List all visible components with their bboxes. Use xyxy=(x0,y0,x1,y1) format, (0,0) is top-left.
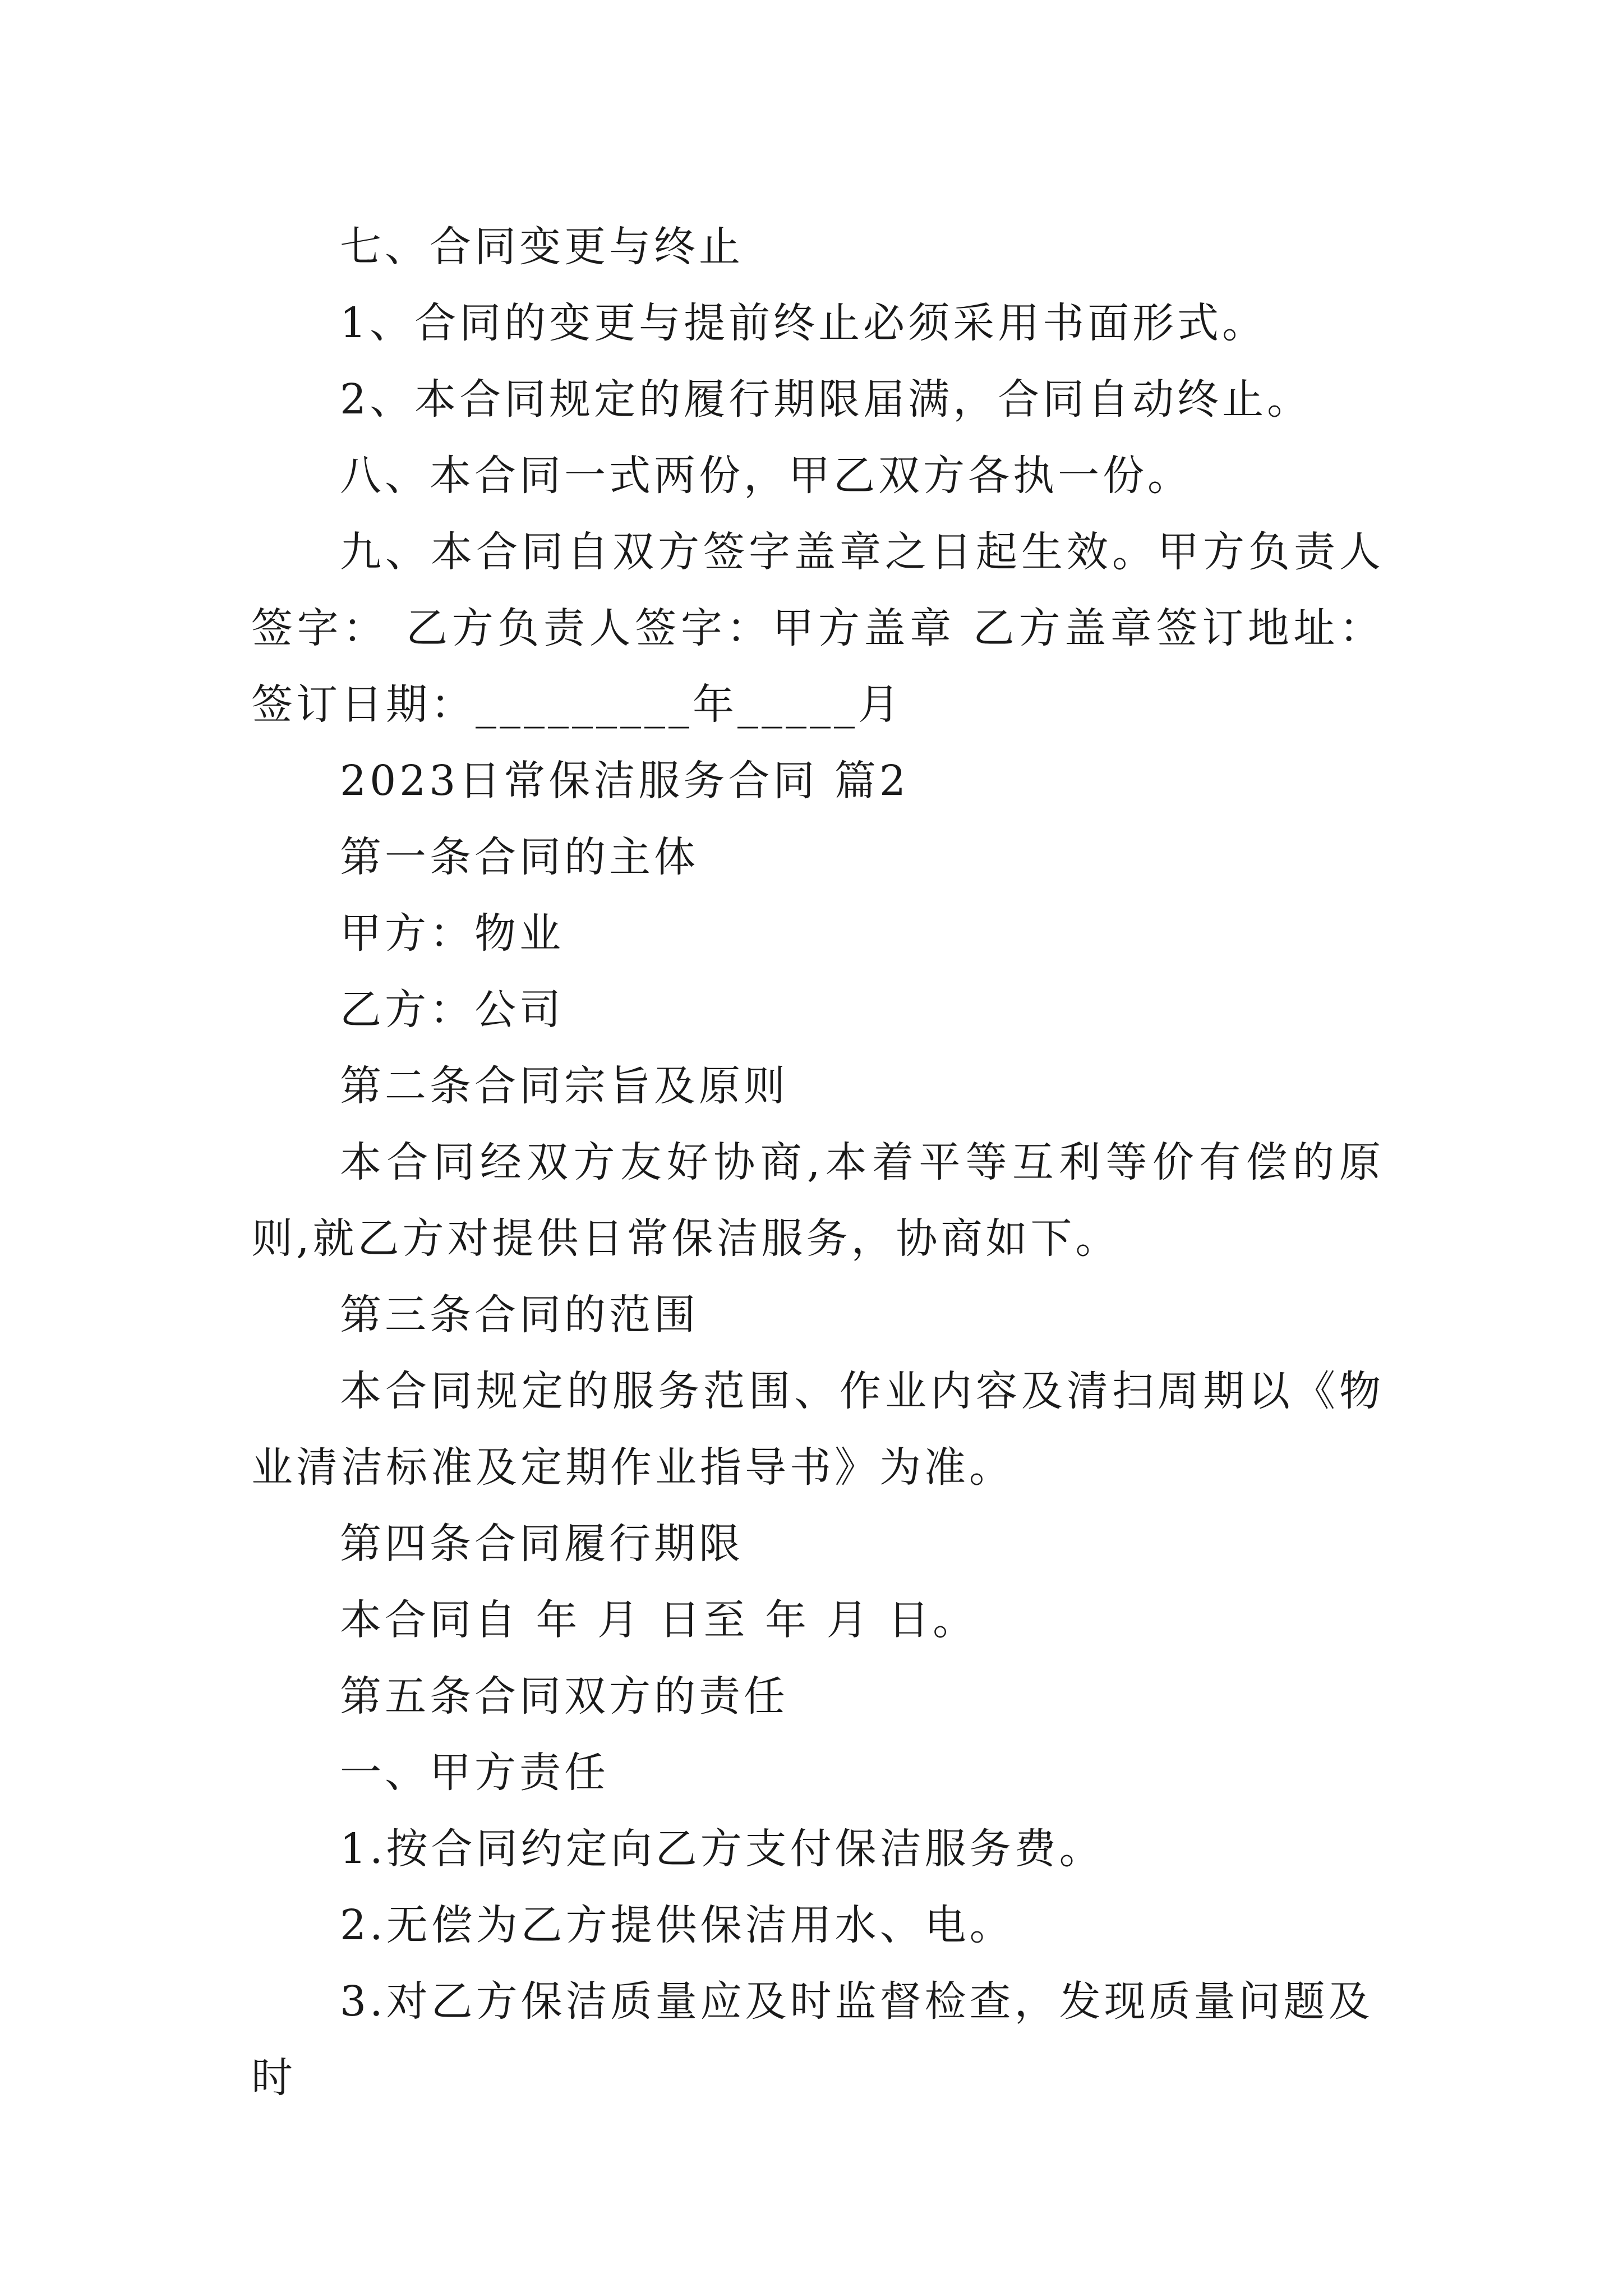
signature-clause-paragraph: 九、本合同自双方签字盖章之日起生效。甲方负责人签字： 乙方负责人签字：甲方盖章 乙方盖章签订地址：签订日期：_________年_____月 xyxy=(251,528,1384,729)
article-heading: 第二条合同宗旨及原则 xyxy=(340,1062,789,1110)
document-body xyxy=(251,209,1384,2116)
article-heading: 第五条合同双方的责任 xyxy=(340,1672,789,1720)
list-item: 3.对乙方保洁质量应及时监督检查，发现质量问题及时 xyxy=(251,1977,1373,2102)
section-heading-party-a: 一、甲方责任 xyxy=(340,1749,609,1797)
clause-paragraph: 本合同经双方友好协商,本着平等互利等价有偿的原则,就乙方对提供日常保洁服务，协商如下。 xyxy=(251,1138,1384,1263)
article-heading: 第四条合同履行期限 xyxy=(340,1520,744,1568)
clause-paragraph: 本合同自 年 月 日至 年 月 日。 xyxy=(340,1596,978,1644)
article-heading: 第三条合同的范围 xyxy=(340,1291,699,1339)
clause-paragraph: 本合同规定的服务范围、作业内容及清扫周期以《物业清洁标准及定期作业指导书》为准。 xyxy=(251,1367,1384,1492)
contract-title: 2023日常保洁服务合同 篇2 xyxy=(340,757,909,805)
list-item: 2.无偿为乙方提供保洁用水、电。 xyxy=(340,1901,1015,1949)
party-a-line: 甲方：物业 xyxy=(340,909,564,958)
party-b-line: 乙方：公司 xyxy=(340,986,564,1034)
section-heading-contract-change: 七、合同变更与终止 xyxy=(340,223,744,271)
clause-paragraph: 八、本合同一式两份，甲乙双方各执一份。 xyxy=(340,452,1192,500)
article-heading: 第一条合同的主体 xyxy=(340,833,699,881)
list-item: 1.按合同约定向乙方支付保洁服务费。 xyxy=(340,1825,1104,1873)
clause-paragraph: 1、合同的变更与提前终止必须采用书面形式。 xyxy=(340,299,1267,347)
clause-paragraph: 2、本合同规定的履行期限届满，合同自动终止。 xyxy=(340,375,1312,424)
